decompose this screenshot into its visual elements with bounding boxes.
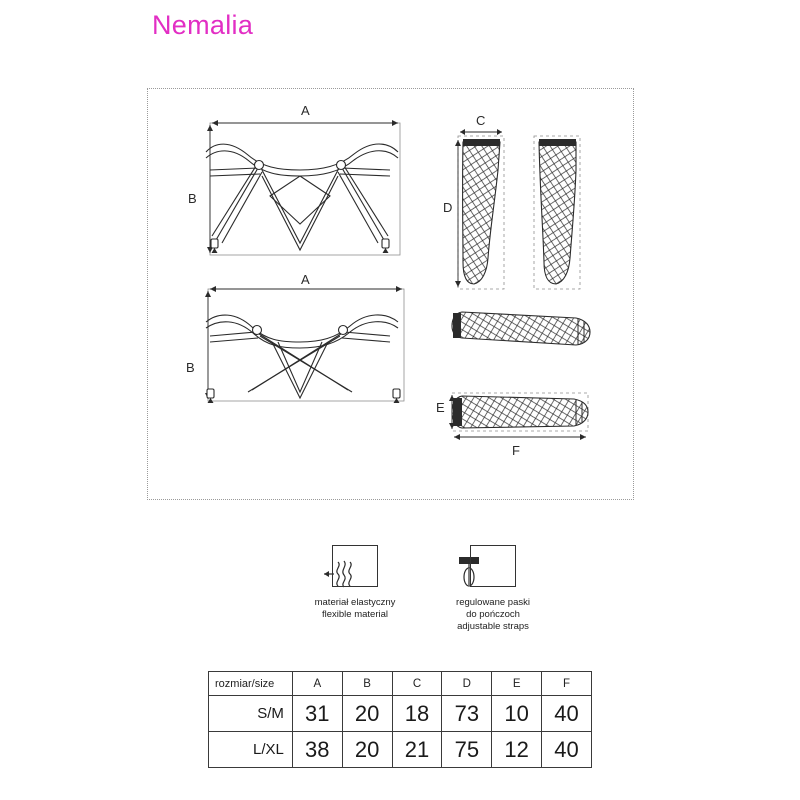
diagram-frame: [147, 88, 634, 500]
cell-sm-e: 10: [492, 696, 542, 732]
cell-lxl-b: 20: [342, 732, 392, 768]
cell-sm-c: 18: [392, 696, 442, 732]
table-row: [209, 732, 592, 768]
header-d: D: [442, 672, 492, 696]
dim-label-b-bottom: B: [186, 360, 195, 375]
adjustable-straps-icon: [470, 545, 516, 587]
dim-label-c: C: [476, 113, 486, 128]
header-c: C: [392, 672, 442, 696]
feature-2-line-3: adjustable straps: [457, 621, 529, 632]
header-f: F: [542, 672, 592, 696]
cell-lxl-c: 21: [392, 732, 442, 768]
size-table: [208, 671, 592, 768]
feature-elastic-material: [280, 545, 430, 621]
row-size-sm: S/M: [209, 696, 293, 732]
cell-lxl-a: 38: [292, 732, 342, 768]
feature-adjustable-straps: [418, 545, 568, 633]
dim-label-a-top: A: [301, 103, 310, 118]
header-e: E: [492, 672, 542, 696]
dim-label-b-top: B: [188, 191, 197, 206]
dim-label-e: E: [436, 400, 445, 415]
table-row: [209, 696, 592, 732]
cell-lxl-e: 12: [492, 732, 542, 768]
feature-1-line-2: flexible material: [322, 609, 388, 620]
feature-2-line-2: do pończoch: [466, 609, 520, 620]
feature-1-line-1: materiał elastyczny: [314, 597, 396, 608]
header-size: rozmiar/size: [209, 672, 293, 696]
header-a: A: [292, 672, 342, 696]
cell-lxl-f: 40: [542, 732, 592, 768]
cell-sm-d: 73: [442, 696, 492, 732]
dim-label-a-bottom: A: [301, 272, 310, 287]
feature-list: [280, 545, 580, 640]
cell-sm-b: 20: [342, 696, 392, 732]
elastic-material-icon: [332, 545, 378, 587]
header-b: B: [342, 672, 392, 696]
dim-label-d: D: [443, 200, 453, 215]
brand-title: Nemalia: [152, 10, 254, 40]
row-size-lxl: L/XL: [209, 732, 293, 768]
cell-lxl-d: 75: [442, 732, 492, 768]
cell-sm-a: 31: [292, 696, 342, 732]
table-header-row: [209, 672, 592, 696]
dim-label-f: F: [512, 443, 520, 458]
feature-2-line-1: regulowane paski: [456, 597, 530, 608]
cell-sm-f: 40: [542, 696, 592, 732]
